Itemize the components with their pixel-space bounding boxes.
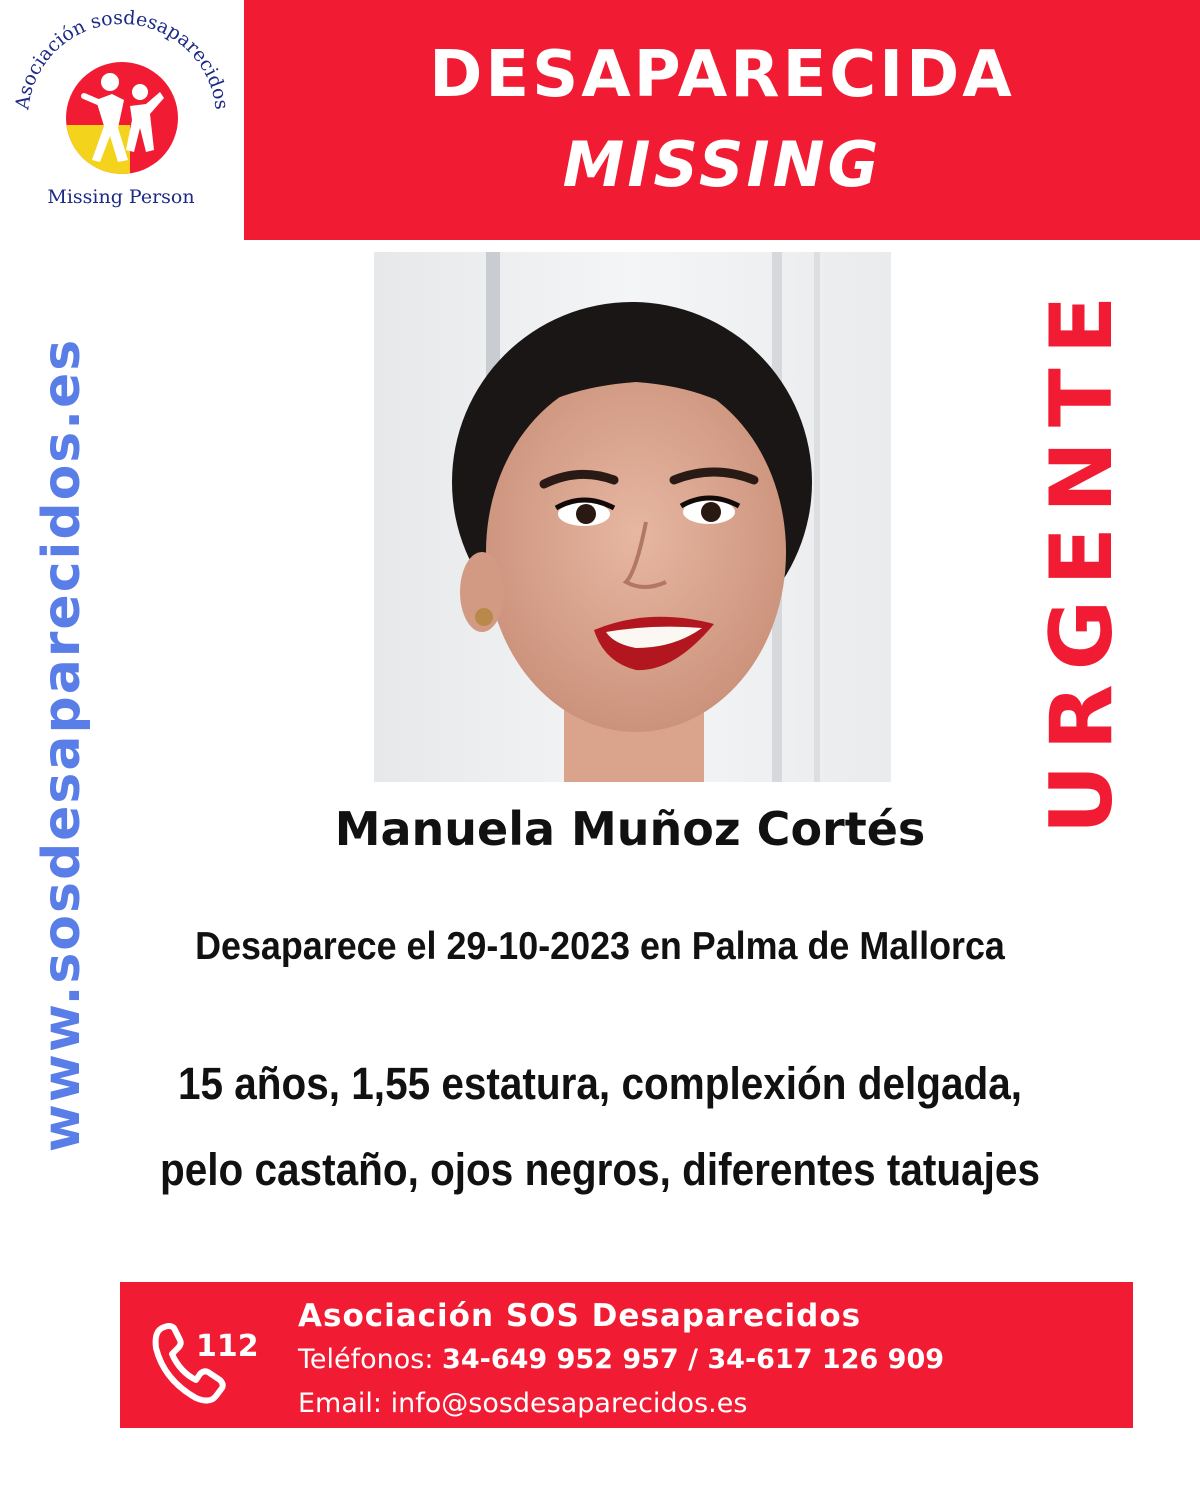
- missing-person-photo: [374, 252, 891, 782]
- contact-phones: [298, 1344, 944, 1375]
- phone-icon: [150, 1318, 259, 1408]
- vertical-website-url[interactable]: www.sosdesaparecidos.es: [32, 337, 92, 1153]
- missing-date-location: Desaparece el 29-10-2023 en Palma de Mallorca: [195, 925, 1005, 968]
- logo-caption: Missing Person: [47, 186, 195, 208]
- person-description-line-1: 15 años, 1,55 estatura, complexión delgada,: [177, 1058, 1023, 1109]
- email-label: Email:: [298, 1388, 383, 1419]
- contact-email: [298, 1388, 747, 1419]
- logo-arc-text: Asociación sosdesaparecidos: [11, 6, 233, 111]
- person-description-line-2: pelo castaño, ojos negros, diferentes tatuajes: [159, 1144, 1040, 1195]
- header-subtitle: MISSING: [562, 128, 882, 201]
- contact-organization: Asociación SOS Desaparecidos: [298, 1298, 862, 1334]
- header-band: [244, 0, 1200, 240]
- email-value[interactable]: info@sosdesaparecidos.es: [390, 1388, 748, 1419]
- association-logo: [0, 0, 242, 240]
- phone-icon-number: 112: [196, 1329, 259, 1364]
- phones-label: Teléfonos:: [298, 1344, 434, 1375]
- person-name: Manuela Muñoz Cortés: [334, 802, 926, 856]
- header-title: DESAPARECIDA: [429, 38, 1015, 112]
- phones-value[interactable]: 34-649 952 957 / 34-617 126 909: [442, 1344, 945, 1375]
- portrait-image: [374, 252, 891, 782]
- urgent-label: URGENTE: [1032, 281, 1132, 835]
